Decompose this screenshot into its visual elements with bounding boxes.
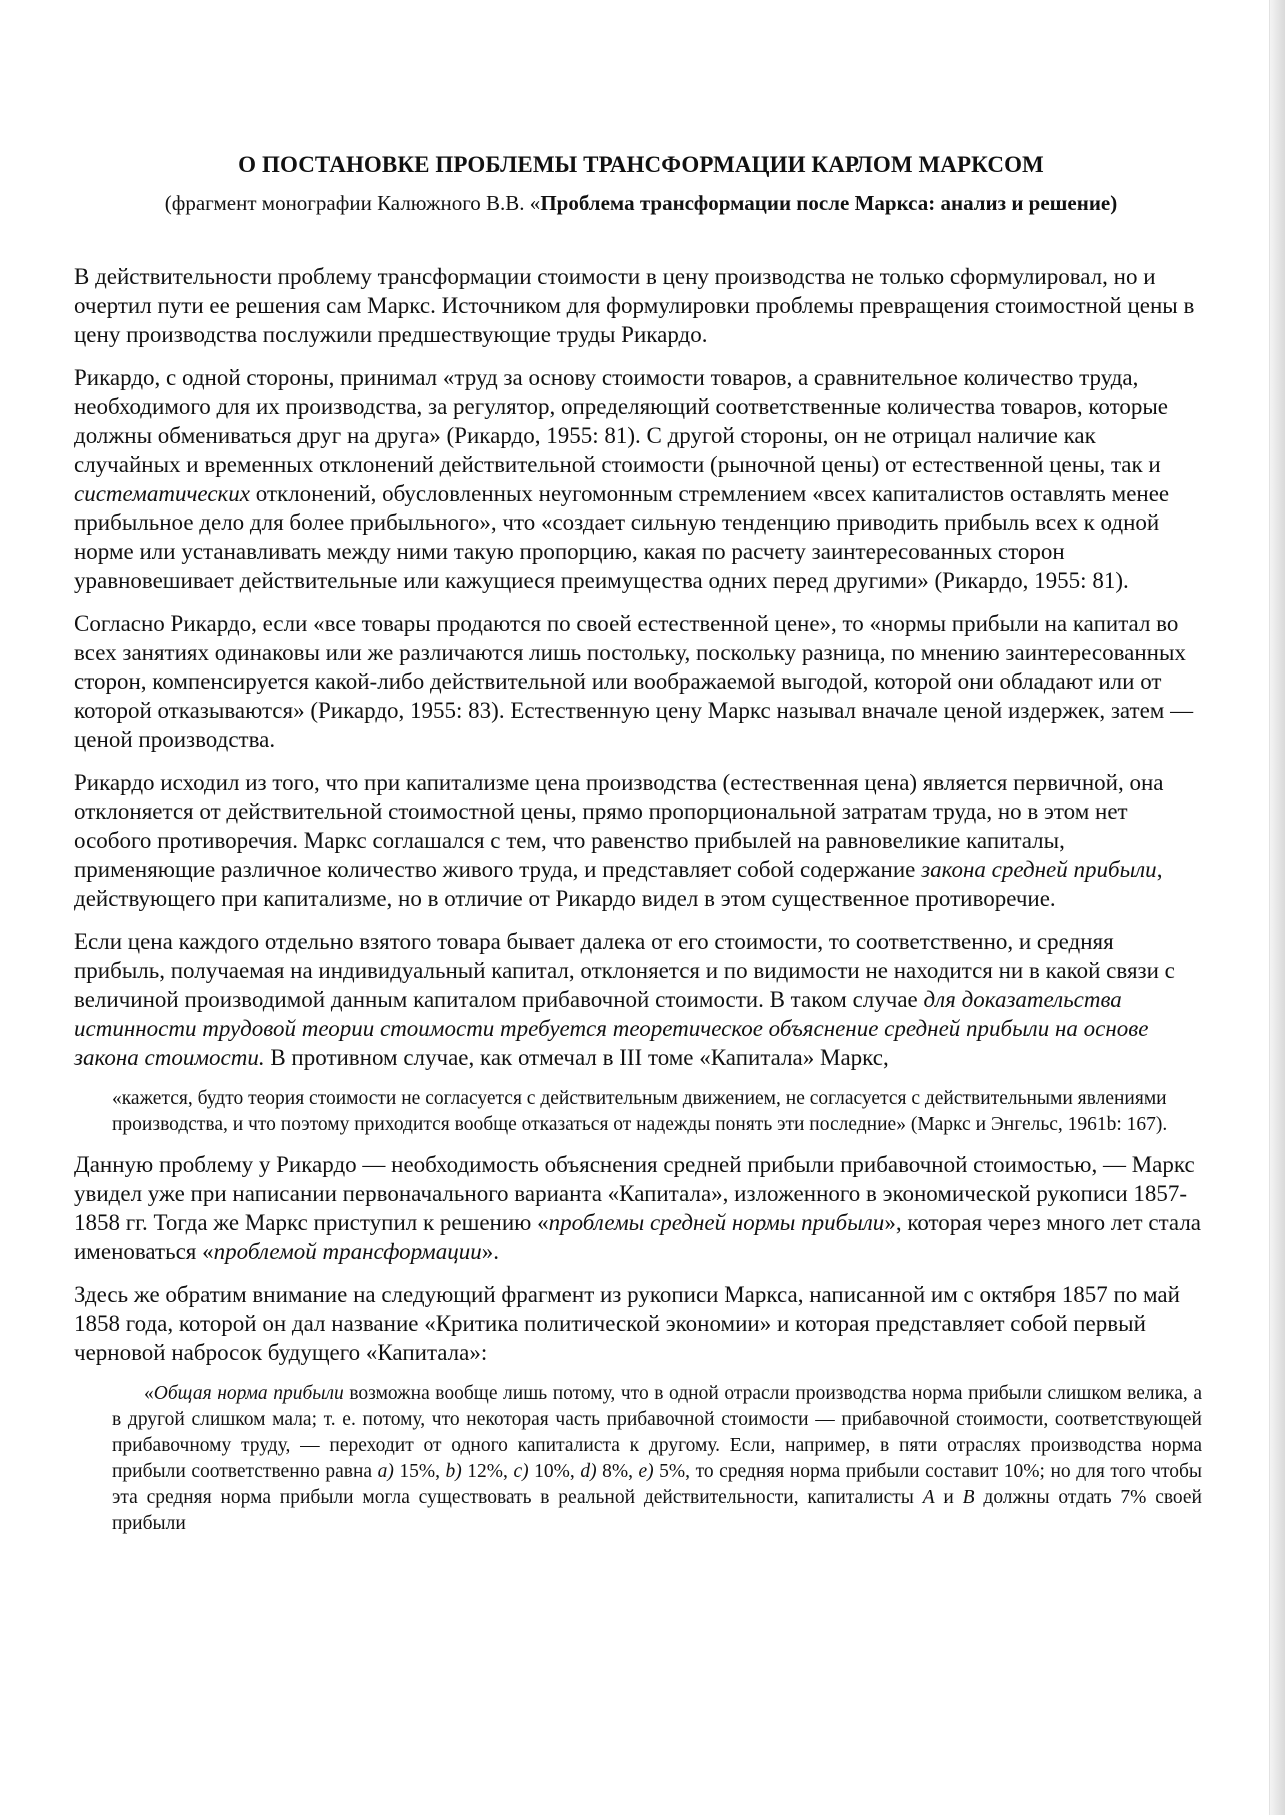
italic-text: проблемой трансформации (213, 1239, 482, 1264)
text-run: «кажется, будто теория стоимости не согласуется с действительным движением, не согласуется с действительными явлениями производства, и что поэтому приходится вообще отказаться от надежды понять эти последние» (Маркс и Энгельс, 1961b: 167). (112, 1088, 1168, 1135)
text-run: », которая через много лет стала именоваться « (74, 1210, 1202, 1264)
text-run: В действительности проблему трансформации стоимости в цену производства не только сформулировал, но и очертил пути ее решения сам Маркс. Источником для формулировки проблемы превращения стоимостной цены в цену производства послужили предшествующие труды Рикардо. (74, 264, 1195, 347)
italic-text: d) (580, 1461, 597, 1482)
paragraph (74, 363, 1208, 595)
text-run: и (934, 1487, 963, 1508)
italic-text: проблемы средней нормы прибыли (548, 1210, 885, 1235)
document-subtitle (74, 188, 1208, 218)
paragraph (74, 1280, 1208, 1367)
text-run: 5%, то средняя норма прибыли составит 10%; но для того чтобы эта средняя норма прибыли могла существовать в реальной действительности, капиталисты (112, 1461, 1203, 1508)
document-content (74, 148, 1208, 1549)
text-run: , действующего при капитализме, но в отличие от Рикардо видел в этом существенное противоречие. (74, 857, 1163, 911)
text-run: Здесь же обратим внимание на следующий фрагмент из рукописи Маркса, написанной им с октября 1857 по май 1858 года, которой он дал название «Критика политической экономии» и которая представляет собой первый черновой набросок будущего «Капитала»: (74, 1282, 1180, 1365)
text-run: Рикардо исходил из того, что при капитализме цена производства (естественная цена) является первичной, она отклоняется от действительной стоимостной цены, прямо пропорциональной затратам труда, но в этом нет особого противоречия. Маркс соглашался с тем, что равенство прибылей на равновеликие капиталы, применяющие различное количество живого труда, и представляет собой содержание (74, 770, 1164, 882)
paragraph (74, 768, 1208, 913)
paragraph (74, 927, 1208, 1072)
text-run: 10%, (528, 1461, 581, 1482)
text-run: Согласно Рикардо, если «все товары продаются по своей естественной цене», то «нормы прибыли на капитал во всех занятиях одинаковы или же различаются лишь постольку, поскольку разница, по мнению заинтересованных сторон, компенсируется какой-либо действительной или воображаемой выгодой, которой они обладают или от которой отказываются» (Рикардо, 1955: 83). Естественную цену Маркс называл вначале ценой издержек, затем — ценой производства. (74, 611, 1194, 752)
text-run: Данную проблему у Рикардо — необходимость объяснения средней прибыли прибавочной стоимостью, — Маркс увидел уже при написании первоначального варианта «Капитала», изложенного в экономической рукописи 1857-1858 гг. Тогда же Маркс приступил к решению « (74, 1152, 1195, 1235)
text-run: « (144, 1383, 154, 1404)
block-quote (112, 1086, 1202, 1138)
paragraph (74, 1150, 1208, 1266)
text-run: возможна вообще лишь потому, что в одной отрасли производства норма прибыли слишком велика, а в другой слишком мала; т. е. потому, что некоторая часть прибавочной стоимости — прибавочной стоимости, соответствующей прибавочному труду, — переходит от одного капиталиста к другому. Если, например, в пяти отраслях производства норма прибыли соответственно равна (112, 1383, 1202, 1482)
italic-text: b) (445, 1461, 462, 1482)
block-quote (112, 1381, 1202, 1537)
text-run: В противном случае, как отмечал в III томе «Капитала» Маркс, (264, 1045, 889, 1070)
paragraph (74, 262, 1208, 349)
italic-text: Общая норма прибыли (153, 1383, 344, 1404)
italic-text: c) (513, 1461, 529, 1482)
italic-text: закона средней прибыли (921, 857, 1157, 882)
text-run: Рикардо, с одной стороны, принимал «труд за основу стоимости товаров, а сравнительное количество труда, необходимого для их производства, за регулятор, определяющий соответственные количества товаров, которые должны обмениваться друг на друга» (Рикардо, 1955: 81). С другой стороны, он не отрицал наличие как случайных и временных отклонений действительной стоимости (рыночной цены) от естественной цены, так и (74, 365, 1168, 477)
document-body (74, 262, 1208, 1537)
italic-text: a) (377, 1461, 394, 1482)
paragraph (74, 609, 1208, 754)
text-run: должны отдать 7% своей прибыли (112, 1487, 1202, 1534)
text-run: ». (481, 1239, 499, 1264)
text-run: отклонений, обусловленных неугомонным стремлением «всех капиталистов оставлять менее прибыльное дело для более прибыльного», что «создает сильную тенденцию приводить прибыль всех к одной норме или устанавливать между ними такую пропорцию, какая по расчету заинтересованных сторон уравновешивает действительные или кажущиеся преимущества одних перед другими» (Рикардо, 1955: 81). (74, 481, 1170, 593)
italic-text: e) (638, 1461, 654, 1482)
page-edge-shadow (1269, 0, 1285, 1815)
italic-text: A (922, 1487, 935, 1508)
italic-text: для доказательства истинности трудовой теории стоимости требуется теоретическое объяснение средней прибыли на основе закона стоимости. (74, 987, 1149, 1070)
italic-text: систематических (74, 481, 251, 506)
text-run: 15%, (393, 1461, 446, 1482)
subtitle-bold: Проблема трансформации после Маркса: анализ и решение) (540, 191, 1118, 215)
document-title: О ПОСТАНОВКЕ ПРОБЛЕМЫ ТРАНСФОРМАЦИИ КАРЛОМ МАРКСОМ (238, 152, 1044, 177)
subtitle-prefix: (фрагмент монографии Калюжного В.В. « (164, 191, 541, 215)
italic-text: B (962, 1487, 975, 1508)
text-run: 12%, (461, 1461, 514, 1482)
text-run: 8%, (596, 1461, 639, 1482)
text-run: Если цена каждого отдельно взятого товара бывает далека от его стоимости, то соответственно, и средняя прибыль, получаемая на индивидуальный капитал, отклоняется и по видимости не находится ни в какой связи с величиной производимой данным капиталом прибавочной стоимости. В таком случае (74, 929, 1175, 1012)
